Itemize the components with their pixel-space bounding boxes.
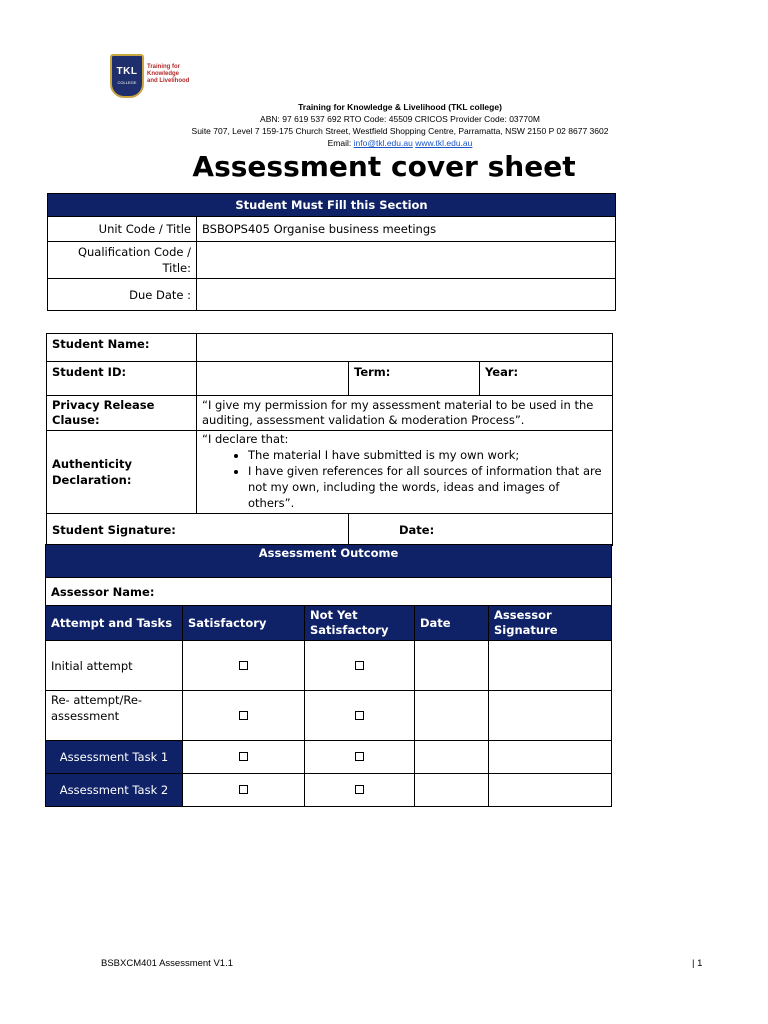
page-title: Assessment cover sheet bbox=[192, 150, 576, 183]
row-task-2: Assessment Task 2 bbox=[46, 774, 183, 807]
address-line: Suite 707, Level 7 159-175 Church Street, Westfield Shopping Centre, Parramatta, NSW 2150 P 02 8677 3602 bbox=[191, 126, 609, 136]
year-label[interactable]: Year: bbox=[480, 362, 613, 396]
table-row bbox=[46, 641, 612, 691]
task1-satisfactory-cell[interactable] bbox=[183, 741, 305, 774]
student-id-field[interactable] bbox=[197, 362, 349, 396]
row-initial-attempt: Initial attempt bbox=[46, 641, 183, 691]
reattempt-date-cell[interactable] bbox=[415, 691, 489, 741]
task2-not-yet-cell[interactable] bbox=[305, 774, 415, 807]
col-attempt-tasks: Attempt and Tasks bbox=[46, 606, 183, 641]
declaration-item: • The material I have submitted is my own work; bbox=[248, 447, 607, 463]
declaration-item: • I have given references for all sources of information that are not my own, including the words, ideas and images of others”. bbox=[248, 463, 607, 511]
privacy-label: Privacy Release Clause: bbox=[47, 396, 197, 431]
email-link[interactable]: info@tkl.edu.au bbox=[353, 138, 413, 148]
footer-page-number: | 1 bbox=[692, 958, 703, 969]
table-row bbox=[46, 774, 612, 807]
row-reattempt: Re- attempt/Re- assessment bbox=[46, 691, 183, 741]
student-signature-label[interactable]: Student Signature: bbox=[47, 514, 349, 546]
privacy-clause-text: “I give my permission for my assessment material to be used in the auditing, assessment validation & moderation Process”. bbox=[197, 396, 613, 431]
col-date: Date bbox=[415, 606, 489, 641]
contact-line: Email: info@tkl.edu.au www.tkl.edu.au bbox=[327, 138, 473, 148]
task2-satisfactory-cell[interactable] bbox=[183, 774, 305, 807]
task1-date-cell[interactable] bbox=[415, 741, 489, 774]
student-name-label: Student Name: bbox=[47, 334, 197, 362]
checkbox-icon[interactable] bbox=[239, 661, 248, 670]
checkbox-icon[interactable] bbox=[239, 752, 248, 761]
assessor-name-label[interactable]: Assessor Name: bbox=[46, 578, 612, 606]
reattempt-not-yet-cell[interactable] bbox=[305, 691, 415, 741]
college-logo bbox=[110, 54, 190, 100]
initial-date-cell[interactable] bbox=[415, 641, 489, 691]
due-date-field[interactable] bbox=[197, 279, 616, 311]
row-task-1: Assessment Task 1 bbox=[46, 741, 183, 774]
initial-satisfactory-cell[interactable] bbox=[183, 641, 305, 691]
checkbox-icon[interactable] bbox=[355, 711, 364, 720]
outcome-header: Assessment Outcome bbox=[46, 545, 612, 578]
student-fill-table bbox=[47, 193, 616, 311]
qualification-label: Qualification Code / Title: bbox=[48, 242, 197, 279]
initial-signature-cell[interactable] bbox=[489, 641, 612, 691]
authenticity-declaration: “I declare that: • The material I have submitted is my own work; • I have given references for all sources of information that are not my own, including the words, ideas and images of others”. bbox=[197, 431, 613, 514]
student-name-field[interactable] bbox=[197, 334, 613, 362]
initial-not-yet-cell[interactable] bbox=[305, 641, 415, 691]
website-link[interactable]: www.tkl.edu.au bbox=[415, 138, 473, 148]
footer-doc-id: BSBXCM401 Assessment V1.1 bbox=[101, 958, 234, 969]
student-details-table bbox=[46, 333, 613, 546]
shield-logo-icon: TKL COLLEGE bbox=[110, 54, 144, 98]
unit-value[interactable]: BSBOPS405 Organise business meetings bbox=[197, 217, 616, 242]
unit-label: Unit Code / Title bbox=[48, 217, 197, 242]
task2-date-cell[interactable] bbox=[415, 774, 489, 807]
signature-date-label[interactable]: Date: bbox=[349, 514, 613, 546]
due-date-label: Due Date : bbox=[48, 279, 197, 311]
task2-signature-cell[interactable] bbox=[489, 774, 612, 807]
org-name: Training for Knowledge & Livelihood (TKL college) bbox=[298, 102, 502, 112]
checkbox-icon[interactable] bbox=[355, 785, 364, 794]
table-row bbox=[46, 691, 612, 741]
table-row bbox=[46, 741, 612, 774]
col-not-yet-satisfactory: Not Yet Satisfactory bbox=[305, 606, 415, 641]
qualification-field[interactable] bbox=[197, 242, 616, 279]
student-id-label: Student ID: bbox=[47, 362, 197, 396]
abn-line: ABN: 97 619 537 692 RTO Code: 45509 CRICOS Provider Code: 03770M bbox=[260, 114, 540, 124]
reattempt-satisfactory-cell[interactable] bbox=[183, 691, 305, 741]
col-satisfactory: Satisfactory bbox=[183, 606, 305, 641]
checkbox-icon[interactable] bbox=[239, 785, 248, 794]
logo-wordmark: Training for Knowledge and Livelihood bbox=[147, 64, 190, 84]
section-header: Student Must Fill this Section bbox=[48, 194, 616, 217]
task1-signature-cell[interactable] bbox=[489, 741, 612, 774]
checkbox-icon[interactable] bbox=[239, 711, 248, 720]
task1-not-yet-cell[interactable] bbox=[305, 741, 415, 774]
checkbox-icon[interactable] bbox=[355, 661, 364, 670]
checkbox-icon[interactable] bbox=[355, 752, 364, 761]
term-label[interactable]: Term: bbox=[349, 362, 480, 396]
authenticity-label: Authenticity Declaration: bbox=[47, 431, 197, 514]
col-assessor-signature: Assessor Signature bbox=[489, 606, 612, 641]
reattempt-signature-cell[interactable] bbox=[489, 691, 612, 741]
assessment-outcome-table bbox=[45, 544, 612, 807]
